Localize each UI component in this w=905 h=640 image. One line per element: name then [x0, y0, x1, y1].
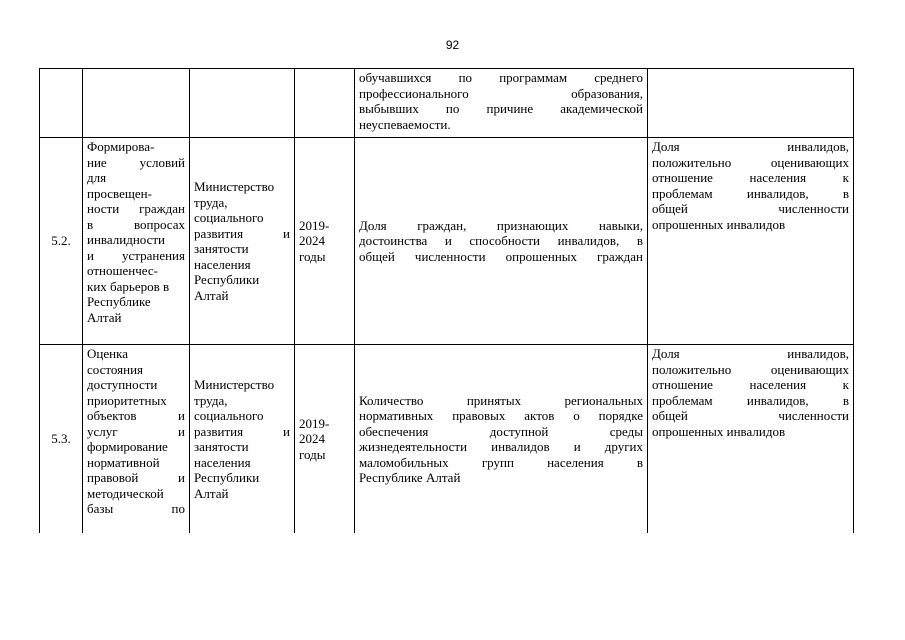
indicator-cell: Количество принятых региональных нормативных правовых актов о порядке обеспечения доступной среды жизнедеятельности инвалидов и других маломобильных групп населения в Республике Алтай — [355, 345, 648, 534]
program-activities-table — [39, 68, 854, 533]
table-row — [40, 138, 854, 345]
indicator-cell: обучавшихся по программам среднего профессионального образования, выбывших по причине академической неуспеваемости. — [355, 69, 648, 138]
row-number-cell: 5.2. — [40, 138, 83, 345]
period-cell: 2019- 2024 годы — [295, 345, 355, 534]
activity-name-cell: Оценка состояния доступности приоритетных объектов и услуг и формирование нормативной правовой и методической базы по — [83, 345, 190, 534]
activity-name-cell — [83, 69, 190, 138]
result-cell — [648, 69, 854, 138]
page-number: 92 — [445, 38, 460, 52]
row-number-cell: 5.3. — [40, 345, 83, 534]
executor-cell — [190, 69, 295, 138]
executor-cell: Министерство труда, социального развития и занятости населения Республики Алтай — [190, 345, 295, 534]
result-cell: Доля инвалидов, положительно оценивающих отношение населения к проблемам инвалидов, в общей численности опрошенных инвалидов — [648, 138, 854, 345]
period-cell: 2019- 2024 годы — [295, 138, 355, 345]
table-row — [40, 69, 854, 138]
row-number-cell — [40, 69, 83, 138]
table-row — [40, 345, 854, 534]
result-cell: Доля инвалидов, положительно оценивающих отношение населения к проблемам инвалидов, в общей численности опрошенных инвалидов — [648, 345, 854, 534]
period-cell — [295, 69, 355, 138]
executor-cell: Министерство труда, социального развития и занятости населения Республики Алтай — [190, 138, 295, 345]
activity-name-cell: Формирова- ние условий для просвещен- ности граждан в вопросах инвалидности и устранения отношенчес- ких барьеров в Республике Алтай — [83, 138, 190, 345]
indicator-cell: Доля граждан, признающих навыки, достоинства и способности инвалидов, в общей численности опрошенных граждан — [355, 138, 648, 345]
